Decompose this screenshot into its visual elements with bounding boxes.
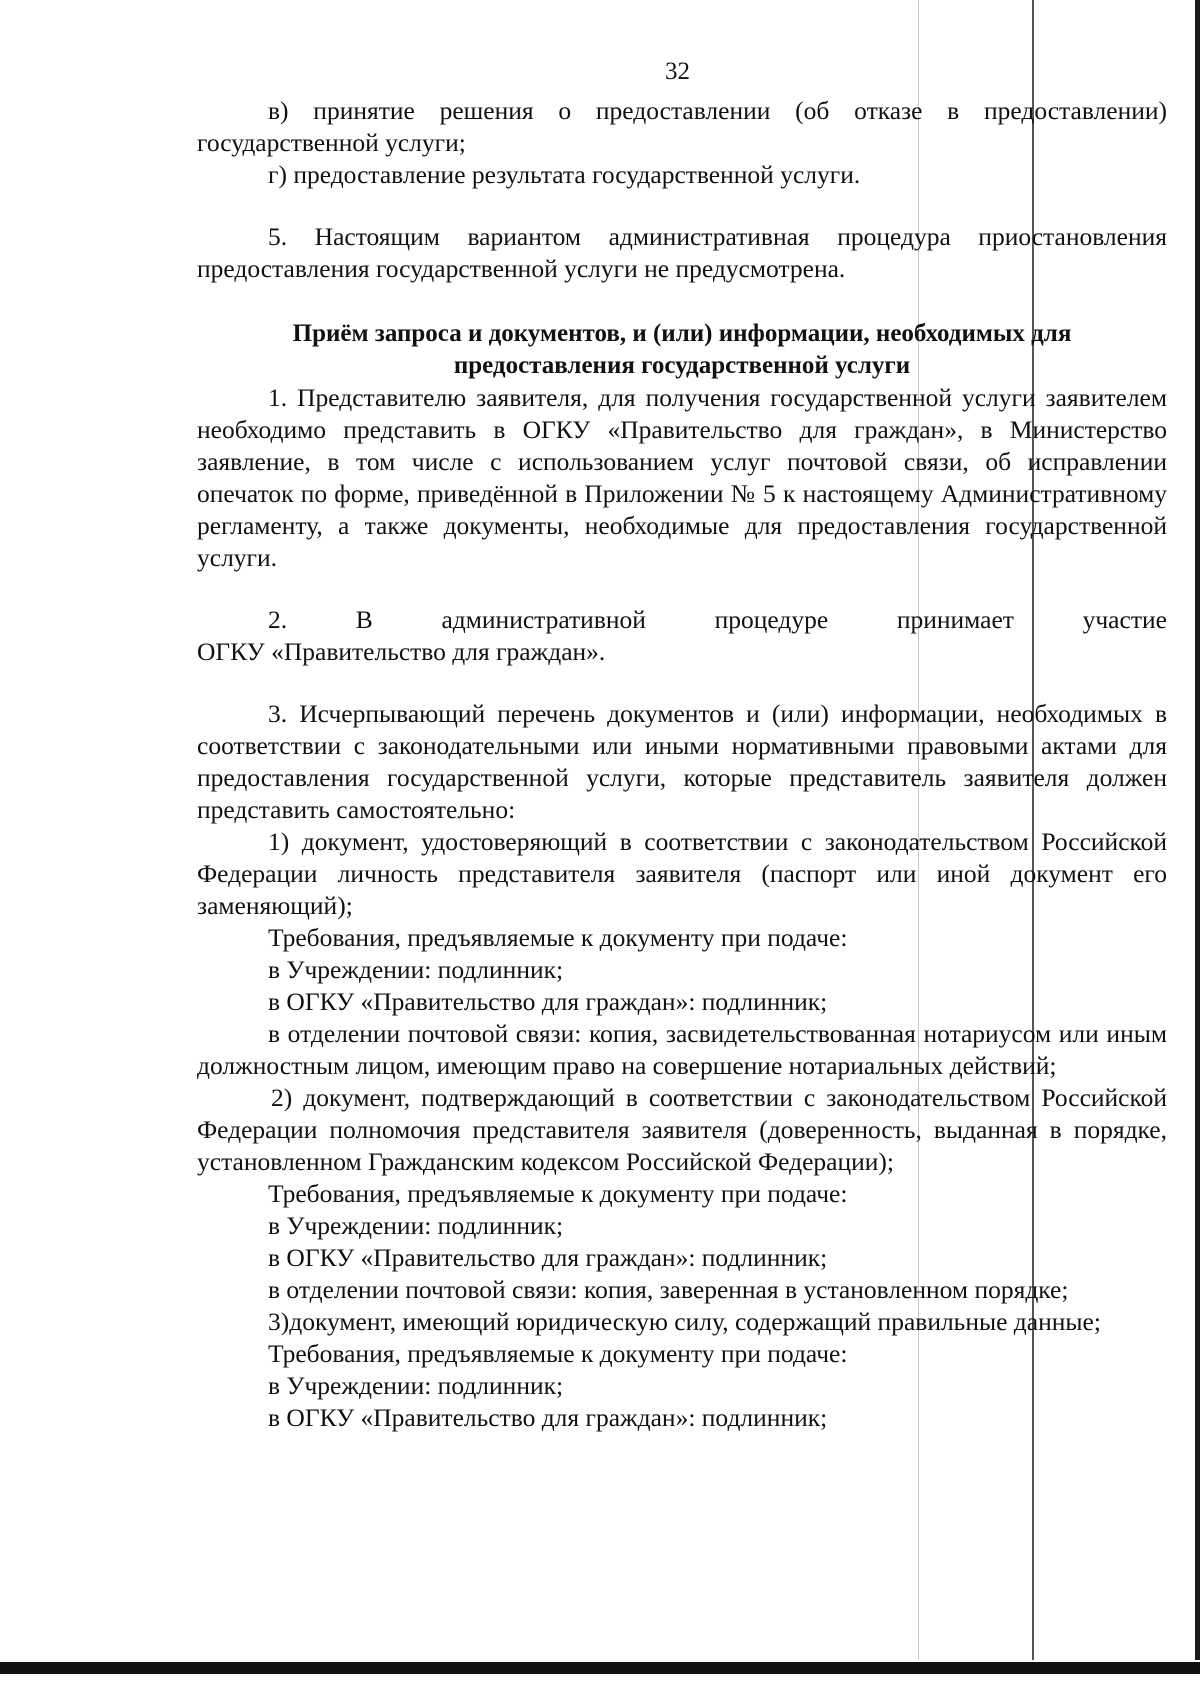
paragraph-1: 1. Представителю заявителя, для получения государственной услуги заявителем необходимо представить в ОГКУ «Правительство для граждан», в Министерство заявление, в том числе с использованием услуг почтовой связи, об исправлении опечаток по форме, приведённой в Приложении № 5 к настоящему Административному регламенту, а также документы, необходимые для предоставления государственной услуги. [197, 383, 1167, 572]
paragraph-2-word: В [355, 605, 373, 634]
scan-edge-bottom [0, 1662, 1200, 1674]
paragraph-g: г) предоставление результата государственной услуги. [268, 160, 861, 189]
requirement-ogku: в ОГКУ «Правительство для граждан»: подлинник; [268, 987, 828, 1016]
document-item-3: 3)документ, имеющий юридическую силу, содержащий правильные данные; [268, 1307, 1101, 1336]
scan-edge-right [1195, 0, 1200, 1660]
requirement-ogku: в ОГКУ «Правительство для граждан»: подлинник; [268, 1403, 828, 1432]
paragraph-2-word: административной [441, 605, 646, 634]
requirement-institution: в Учреждении: подлинник; [268, 1211, 564, 1240]
requirement-post: в отделении почтовой связи: копия, заверенная в установленном порядке; [268, 1275, 1069, 1304]
document-body [197, 95, 1167, 1434]
page-number: 32 [665, 58, 690, 85]
requirement-post: в отделении почтовой связи: копия, засвидетельствованная нотариусом или иным должностным лицом, имеющим право на совершение нотариальных действий; [197, 1019, 1167, 1080]
requirement-institution: в Учреждении: подлинник; [268, 1371, 564, 1400]
paragraph-2-word: принимает [896, 605, 1014, 634]
requirements-line: Требования, предъявляемые к документу при подаче: [268, 1339, 848, 1368]
requirements-line: Требования, предъявляемые к документу при подаче: [268, 1179, 848, 1208]
document-item-2: 2) документ, подтверждающий в соответствии с законодательством Российской Федерации полномочия представителя заявителя (доверенность, выданная в порядке, установленном Гражданским кодексом Российской Федерации); [197, 1083, 1167, 1176]
paragraph-5: 5. Настоящим вариантом административная процедура приостановления предоставления государственной услуги не предусмотрена. [197, 222, 1167, 283]
requirements-line: Требования, предъявляемые к документу при подаче: [268, 923, 848, 952]
document-item-1: 1) документ, удостоверяющий в соответствии с законодательством Российской Федерации личность представителя заявителя (паспорт или иной документ его заменяющий); [197, 827, 1167, 920]
requirement-ogku: в ОГКУ «Правительство для граждан»: подлинник; [268, 1243, 828, 1272]
paragraph-v: в) принятие решения о предоставлении (об отказе в предоставлении) государственной услуги; [197, 96, 1167, 157]
paragraph-2-word: 2. [268, 605, 288, 634]
paragraph-2-line [197, 604, 1167, 636]
paragraph-3: 3. Исчерпывающий перечень документов и (или) информации, необходимых в соответствии с законодательными или иными нормативными правовыми актами для предоставления государственной услуги, которые представитель заявителя должен представить самостоятельно: [197, 699, 1167, 824]
paragraph-2-continuation: ОГКУ «Правительство для граждан». [197, 637, 606, 666]
paragraph-2-word: участие [1082, 605, 1167, 634]
paragraph-2-word: процедуре [714, 605, 829, 634]
section-heading: Приём запроса и документов, и (или) информации, необходимых для предоставления государственной услуги [292, 320, 1072, 379]
requirement-institution: в Учреждении: подлинник; [268, 955, 564, 984]
